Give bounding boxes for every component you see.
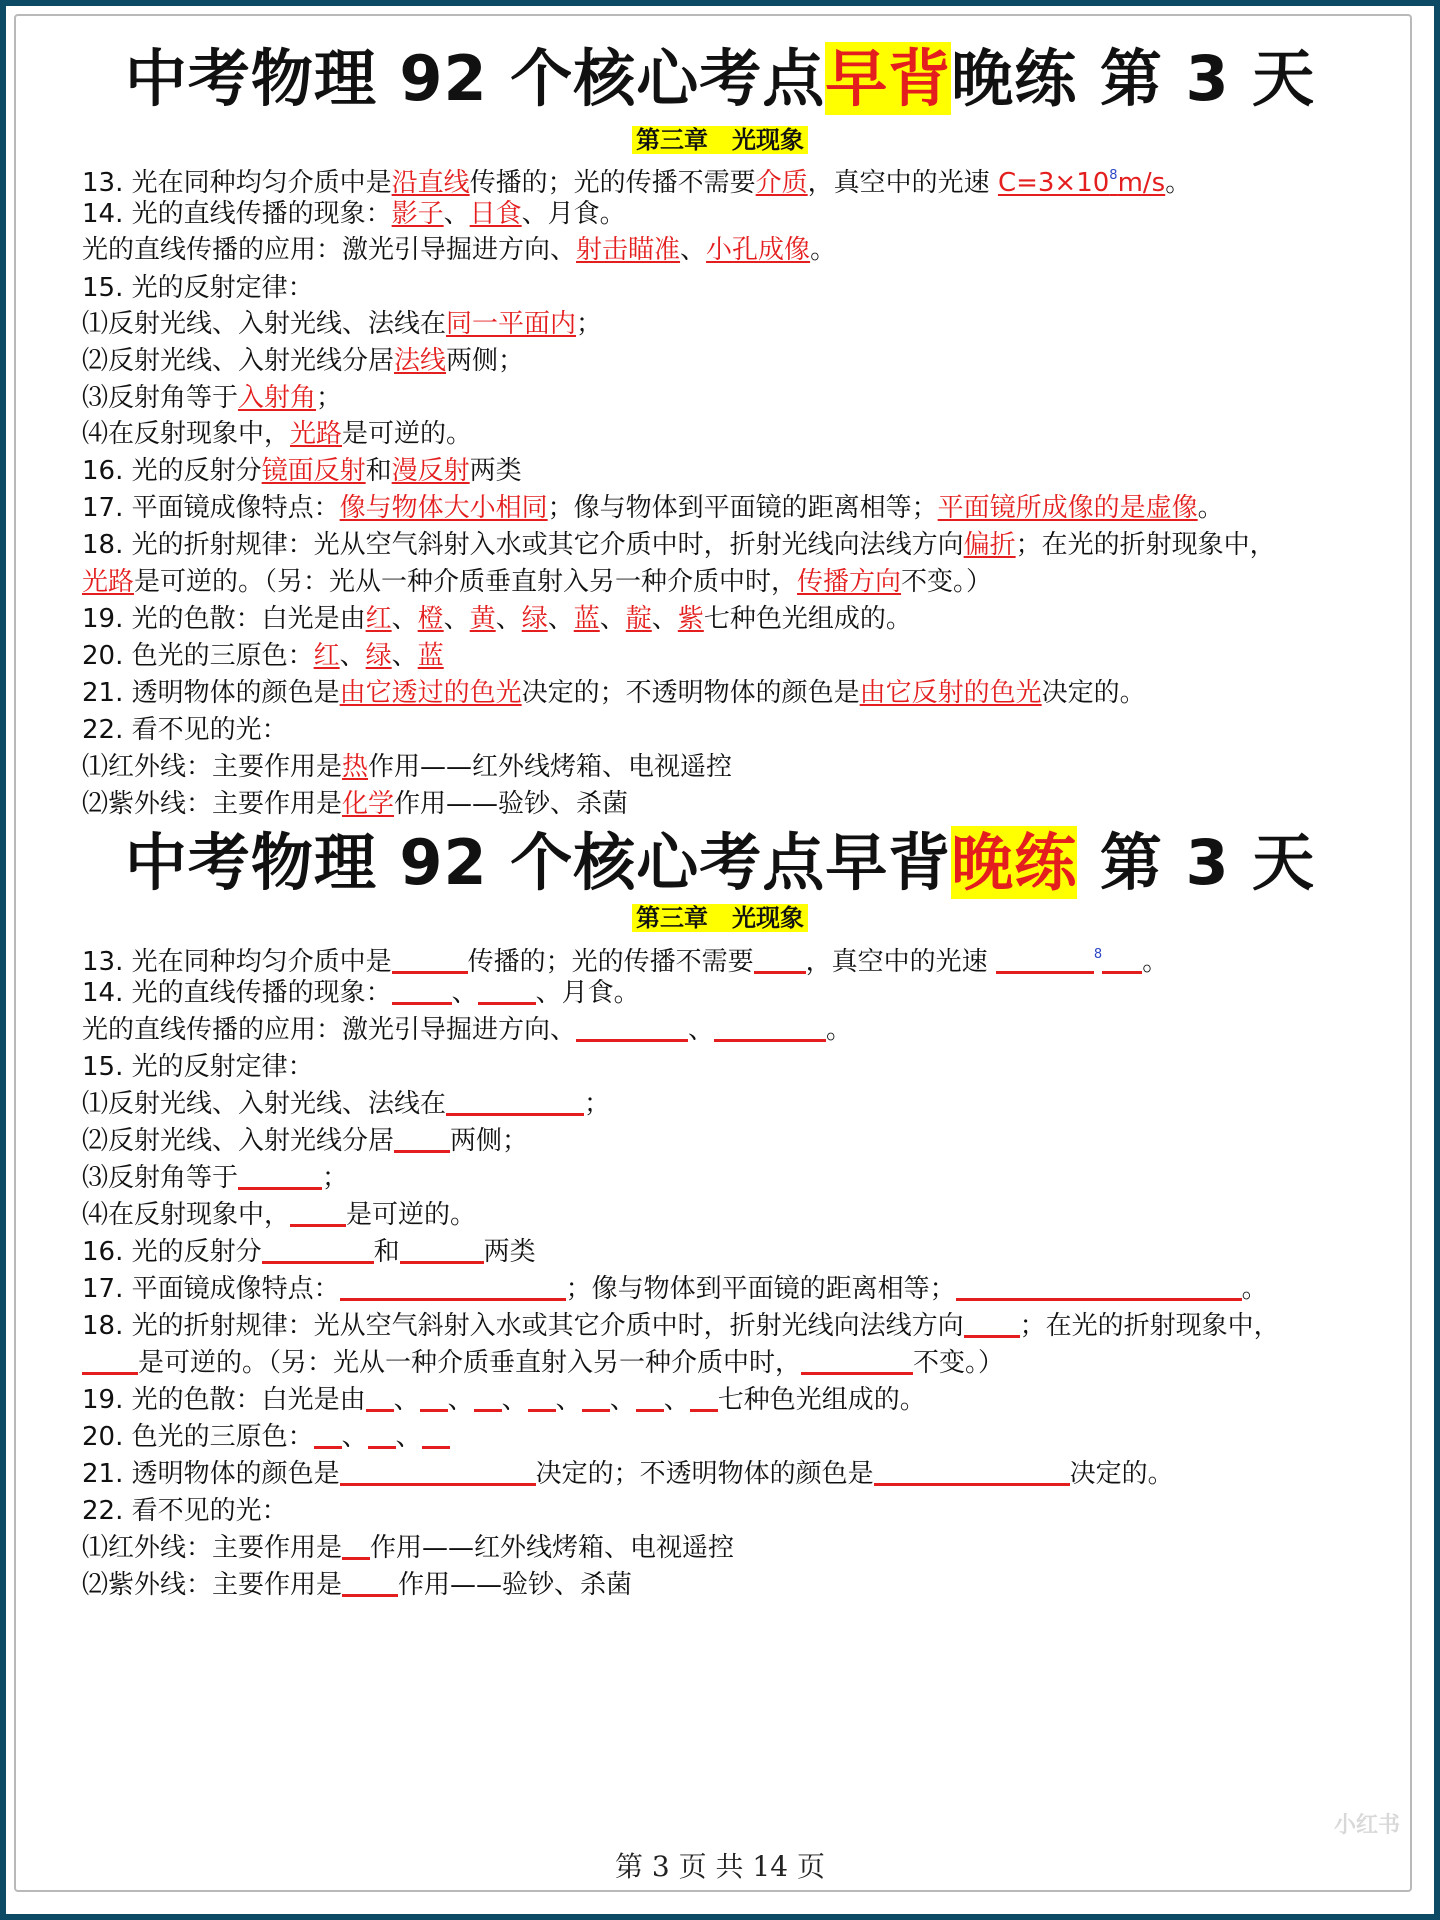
morning-item-17: 17. 平面镜成像特点：像与物体大小相同；像与物体到平面镜的距离相等；平面镜所成像的是虚像。	[82, 493, 1224, 523]
answer-blank[interactable]	[366, 1383, 394, 1412]
answer-blank[interactable]	[342, 1568, 398, 1597]
evening-item-22-2: ⑵紫外线：主要作用是 作用——验钞、杀菌	[82, 1570, 633, 1600]
evening-item-15: 15. 光的反射定律：	[82, 1052, 314, 1082]
morning-item-14: 14. 光的直线传播的现象：影子、日食、月食。	[82, 199, 626, 229]
morning-item-20: 20. 色光的三原色：红、绿、蓝	[82, 641, 444, 671]
answer-blank[interactable]	[340, 1272, 566, 1301]
evening-item-15-2: ⑵反射光线、入射光线分居 两侧；	[82, 1126, 529, 1156]
answer-blank[interactable]	[392, 945, 468, 974]
answer-blank[interactable]	[446, 1087, 584, 1116]
morning-item-22: 22. 看不见的光：	[82, 715, 288, 745]
answer-blank[interactable]	[392, 976, 452, 1005]
answer-blank[interactable]	[474, 1383, 502, 1412]
evening-item-15-3: ⑶反射角等于 ；	[82, 1163, 349, 1193]
evening-item-14-application: 光的直线传播的应用：激光引导掘进方向、 、 。	[82, 1015, 853, 1045]
morning-item-15-2: ⑵反射光线、入射光线分居法线两侧；	[82, 346, 525, 376]
answer-blank[interactable]	[82, 1346, 138, 1375]
title-text-end: 第 3 天	[1077, 826, 1316, 899]
answer-blank[interactable]	[368, 1420, 396, 1449]
evening-item-22-1: ⑴红外线：主要作用是 作用——红外线烤箱、电视遥控	[82, 1533, 735, 1563]
morning-item-22-1: ⑴红外线：主要作用是热作用——红外线烤箱、电视遥控	[82, 752, 733, 782]
answer-blank[interactable]	[400, 1235, 484, 1264]
chapter-label: 第三章 光现象	[632, 904, 808, 932]
evening-item-19: 19. 光的色散：白光是由 、 、 、 、 、 、 七种色光组成的。	[82, 1385, 926, 1415]
evening-item-20: 20. 色光的三原色： 、 、	[82, 1419, 450, 1455]
morning-item-15: 15. 光的反射定律：	[82, 273, 314, 303]
answer-blank[interactable]	[636, 1383, 664, 1412]
answer-blank[interactable]	[394, 1124, 450, 1153]
evening-item-21: 21. 透明物体的颜色是 决定的；不透明物体的颜色是 决定的。	[82, 1459, 1174, 1489]
evening-title	[0, 822, 1440, 904]
title-text: 中考物理 92 个核心考点	[124, 42, 826, 115]
answer-blank[interactable]	[576, 1013, 688, 1042]
title-highlight: 晚练	[951, 826, 1078, 899]
morning-item-22-2: ⑵紫外线：主要作用是化学作用——验钞、杀菌	[82, 789, 629, 819]
answer-blank[interactable]	[422, 1420, 450, 1449]
answer-blank[interactable]	[262, 1235, 374, 1264]
watermark-logo: 小红书	[1333, 1813, 1400, 1838]
title-text: 中考物理 92 个核心考点早背	[124, 826, 952, 899]
answer-blank[interactable]	[801, 1346, 913, 1375]
page-number-footer: 第 3 页 共 14 页	[615, 1850, 825, 1883]
evening-item-15-4: ⑷在反射现象中， 是可逆的。	[82, 1200, 477, 1230]
answer-blank[interactable]	[528, 1383, 556, 1412]
answer-blank[interactable]	[290, 1198, 346, 1227]
answer-blank[interactable]	[478, 976, 536, 1005]
evening-item-18-cont: 是可逆的。（另：光从一种介质垂直射入另一种介质中时， 不变。）	[82, 1345, 1004, 1381]
answer-blank[interactable]	[314, 1420, 342, 1449]
answer-blank[interactable]	[582, 1383, 610, 1412]
morning-item-14-application: 光的直线传播的应用：激光引导掘进方向、射击瞄准、小孔成像。	[82, 235, 837, 265]
morning-item-13: 13. 光在同种均匀介质中是沿直线传播的；光的传播不需要介质，真空中的光速 $C=3\times 10^8m/s$。	[82, 168, 1192, 198]
answer-blank[interactable]	[964, 1309, 1020, 1338]
answer-blank[interactable]	[1102, 945, 1142, 974]
answer-blank[interactable]	[342, 1531, 370, 1560]
title-highlight: 早背	[825, 42, 952, 115]
morning-item-18-cont: 光路是可逆的。（另：光从一种介质垂直射入另一种介质中时，传播方向不变。）	[82, 567, 993, 597]
evening-item-14: 14. 光的直线传播的现象： 、 、月食。	[82, 978, 640, 1008]
morning-item-16: 16. 光的反射分镜面反射和漫反射两类	[82, 456, 522, 486]
answer-blank[interactable]	[754, 945, 806, 974]
title-text-end: 晚练 第 3 天	[951, 42, 1316, 115]
morning-item-19: 19. 光的色散：白光是由红、橙、黄、绿、蓝、靛、紫七种色光组成的。	[82, 604, 912, 634]
evening-chapter-heading	[0, 904, 1440, 935]
answer-blank[interactable]	[874, 1457, 1070, 1486]
answer-blank[interactable]	[690, 1383, 718, 1412]
morning-item-15-3: ⑶反射角等于入射角；	[82, 383, 343, 413]
answer-blank[interactable]	[420, 1383, 448, 1412]
answer-blank[interactable]	[714, 1013, 826, 1042]
morning-chapter-heading	[0, 126, 1440, 157]
morning-item-18: 18. 光的折射规律：光从空气斜射入水或其它介质中时，折射光线向法线方向偏折；在光的折射现象中，	[82, 530, 1276, 560]
answer-blank[interactable]	[956, 1272, 1242, 1301]
answer-blank[interactable]	[238, 1161, 322, 1190]
answer-blank[interactable]	[340, 1457, 536, 1486]
chapter-label: 第三章 光现象	[632, 126, 808, 154]
answer-blank[interactable]	[996, 945, 1094, 974]
evening-item-17: 17. 平面镜成像特点： ；像与物体到平面镜的距离相等； 。	[82, 1274, 1268, 1304]
evening-item-16: 16. 光的反射分 和 两类	[82, 1237, 536, 1267]
morning-title	[0, 38, 1440, 120]
evening-item-13: 13. 光在同种均匀介质中是 传播的；光的传播不需要 ，真空中的光速 $^8$ 。	[82, 947, 1169, 977]
morning-item-21: 21. 透明物体的颜色是由它透过的色光决定的；不透明物体的颜色是由它反射的色光决定的。	[82, 678, 1146, 708]
evening-item-18: 18. 光的折射规律：光从空气斜射入水或其它介质中时，折射光线向法线方向 ；在光的折射现象中，	[82, 1311, 1280, 1341]
evening-item-22: 22. 看不见的光：	[82, 1496, 288, 1526]
morning-item-15-1: ⑴反射光线、入射光线、法线在同一平面内；	[82, 309, 603, 339]
evening-item-15-1: ⑴反射光线、入射光线、法线在 ；	[82, 1089, 611, 1119]
morning-item-15-4: ⑷在反射现象中，光路是可逆的。	[82, 419, 473, 449]
